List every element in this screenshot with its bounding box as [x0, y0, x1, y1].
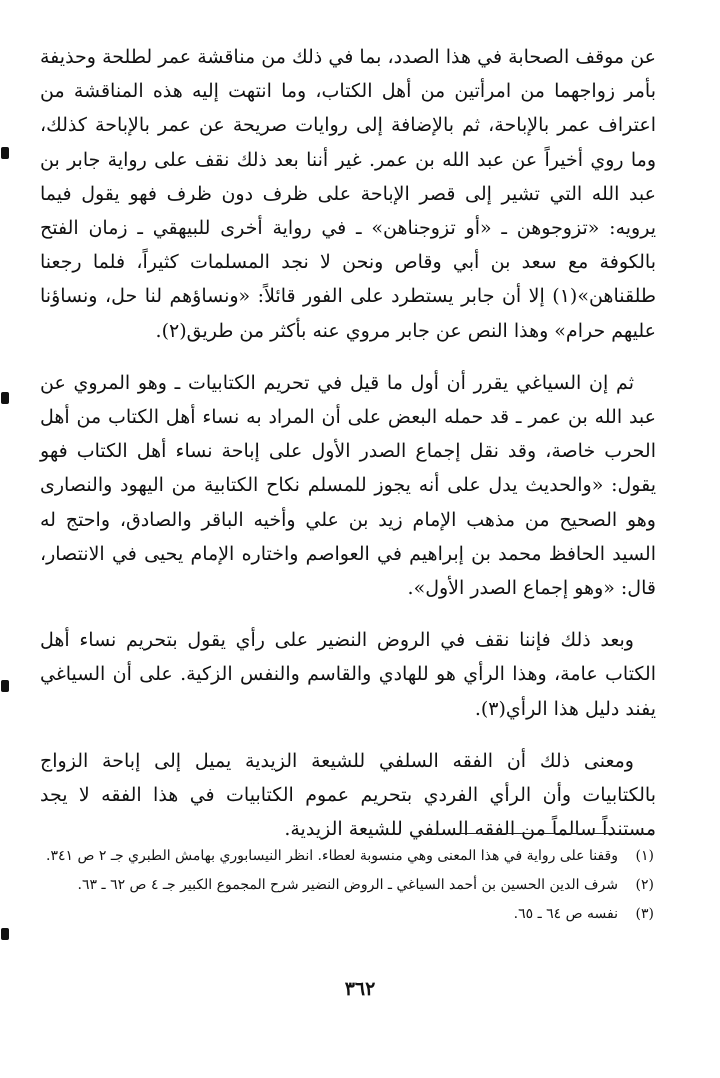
scan-edge-mark	[1, 392, 9, 404]
paragraph-4: ومعنى ذلك أن الفقه السلفي للشيعة الزيدية يميل إلى إباحة الزواج بالكتابيات وأن الرأي الفردي بتحريم عموم الكتابيات في هذا الفقه لا يجد مستنداً سالماً من الفقه السلفي للشيعة الزيدية.	[40, 749, 656, 841]
footnote-text: وقفنا على رواية في هذا المعنى وهي منسوبة لعطاء. انظر النيسابوري بهامش الطبري جـ ٢ ص ٣٤١.	[46, 848, 618, 864]
footnote-text: نفسه ص ٦٤ ـ ٦٥.	[513, 906, 618, 922]
scan-edge-mark	[1, 928, 9, 940]
paragraph-3: وبعد ذلك فإننا نقف في الروض النضير على رأي يقول بتحريم نساء أهل الكتاب عامة، وهذا الرأي هو للهادي والقاسم والنفس الزكية. على أن السياغي يفند دليل هذا الرأي(٣).	[40, 629, 656, 720]
scan-edge-mark	[1, 680, 9, 692]
scan-edge-mark	[1, 147, 9, 159]
page-number: ٣٦٢	[344, 978, 376, 1000]
footnote-3	[40, 903, 654, 925]
footnote-1	[40, 845, 654, 867]
footnotes	[40, 845, 654, 932]
footnote-number: (١)	[635, 848, 654, 864]
footnote-text: شرف الدين الحسين بن أحمد السياغي ـ الروض النضير شرح المجموع الكبير جـ ٤ ص ٦٢ ـ ٦٣.	[77, 877, 618, 893]
footnote-2	[40, 874, 654, 896]
footnote-separator	[448, 833, 652, 834]
footnote-number: (٣)	[635, 906, 654, 922]
paragraph-2: ثم إن السياغي يقرر أن أول ما قيل في تحريم الكتابيات ـ وهو المروي عن عبد الله بن عمر ـ قد حمله البعض على أن المراد به نساء أهل الكتاب من أهل الحرب خاصة، وقد نقل إجماع الصدر الأول على إباحة نساء أهل الكتاب فهو يقول: «والحديث يدل على أنه يجوز للمسلم نكاح الكتابية من اليهود والنصارى وهو الصحيح من مذهب الإمام زيد بن علي وأخيه الباقر والصادق، واحتج له السيد الحافظ محمد بن إبراهيم في العواصم واختاره الإمام يحيى في الانتصار، قال: «وهو إجماع الصدر الأول».	[40, 371, 656, 600]
main-text	[40, 40, 656, 846]
footnote-number: (٢)	[635, 877, 654, 893]
paragraph-1: عن موقف الصحابة في هذا الصدد، بما في ذلك من مناقشة عمر لطلحة وحذيفة بأمر زواجهما من امرأتين من أهل الكتاب، وما انتهت إليه هذه المناقشة من اعتراف عمر بالإباحة، ثم بالإضافة إلى روايات صريحة عن عمر بالإباحة كذلك، وما روي أخيراً عن عبد الله بن عمر. غير أننا بعد ذلك نقف على رواية جابر بن عبد الله التي تشير إلى قصر الإباحة على ظرف دون ظرف فهو يقول فيما يرويه: «تزوجوهن ـ «أو تزوجناهن» ـ في رواية أخرى للبيهقي ـ زمان الفتح بالكوفة مع سعد بن أبي وقاص ونحن لا نجد المسلمات كثيراً، فلما رجعنا طلقناهن»(١) إلا أن جابر يستطرد على الفور قائلاً: «ونساؤهم لنا حل، ونساؤنا عليهم حرام» وهذا النص عن جابر مروي عنه بأكثر من طريق(٢).	[40, 46, 656, 342]
